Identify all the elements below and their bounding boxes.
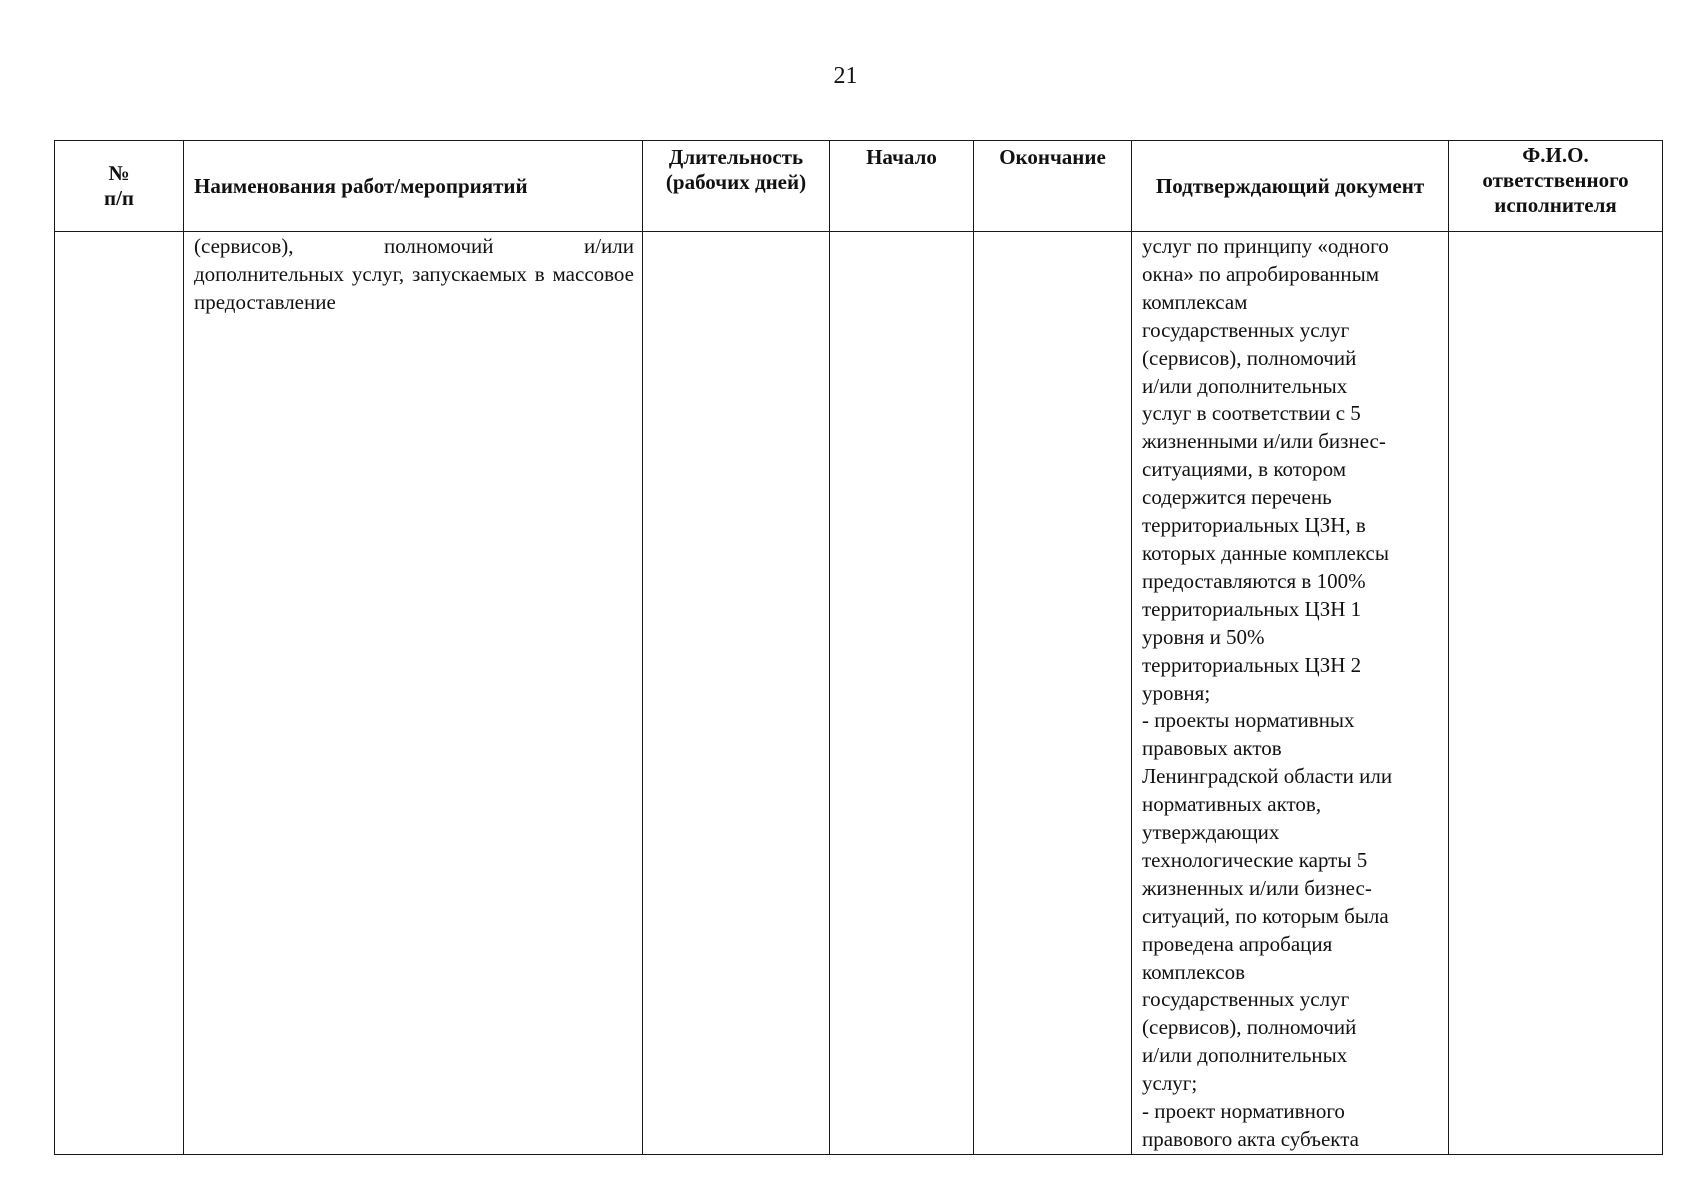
header-start: Начало bbox=[830, 141, 974, 232]
header-duration: Длительность (рабочих дней) bbox=[643, 141, 830, 232]
work-name-continuation: дополнительных услуг, запускаемых в массовое предоставление bbox=[194, 261, 634, 314]
header-work-name: Наименования работ/мероприятий bbox=[184, 141, 643, 232]
cell-responsible bbox=[1449, 232, 1663, 1155]
header-end: Окончание bbox=[974, 141, 1132, 232]
cell-end bbox=[974, 232, 1132, 1155]
table-row bbox=[55, 232, 1663, 1155]
page-number: 21 bbox=[833, 63, 858, 89]
work-schedule-table bbox=[54, 140, 1663, 1155]
cell-duration bbox=[643, 232, 830, 1155]
table-header-row bbox=[55, 141, 1663, 232]
header-confirming-document: Подтверждающий документ bbox=[1132, 141, 1449, 232]
cell-confirming-document: услуг по принципу «одного окна» по апробированным комплексам государственных услуг (сервисов), полномочий и/или дополнительных услуг в соответствии с 5 жизненными и/или бизнес- ситуациями, в котором содержится перечень территориальных ЦЗН, в которых данные комплексы предоставляются в 100% территориальных ЦЗН 1 уровня и 50% территориальных ЦЗН 2 уровня; - проекты нормативных правовых актов Ленинградской области или нормативных актов, утверждающих технологические карты 5 жизненных и/или бизнес- ситуаций, по которым была проведена апробация комплексов государственных услуг (сервисов), полномочий и/или дополнительных услуг; - проект нормативного правового акта субъекта bbox=[1132, 232, 1449, 1155]
cell-start bbox=[830, 232, 974, 1155]
cell-number bbox=[55, 232, 184, 1155]
cell-work-name bbox=[184, 232, 643, 1155]
header-responsible: Ф.И.О. ответственного исполнителя bbox=[1449, 141, 1663, 232]
header-number: № п/п bbox=[55, 141, 184, 232]
work-name-line-1: (сервисов), полномочий и/или bbox=[194, 234, 634, 258]
